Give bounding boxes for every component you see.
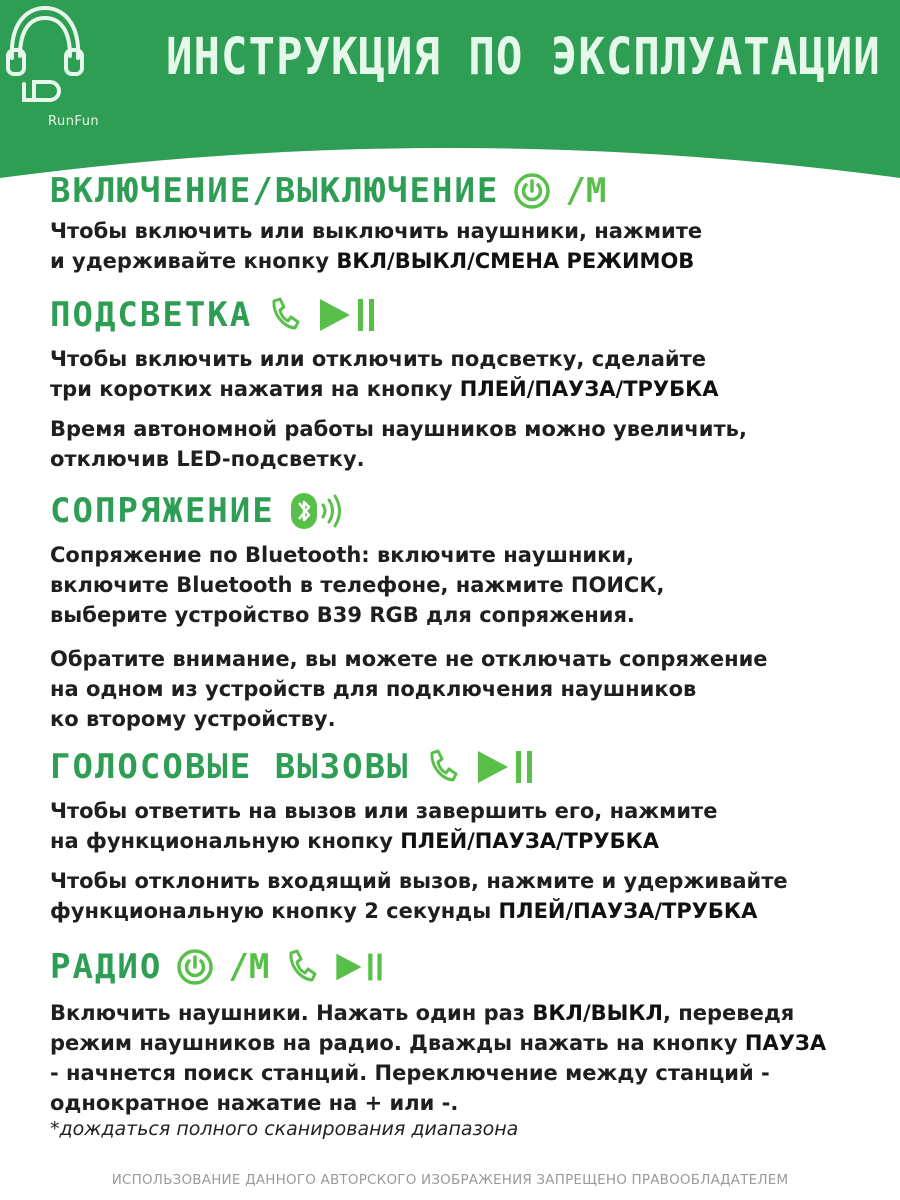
play-pause-icon: [333, 949, 385, 985]
text-line: и удерживайте кнопку: [50, 249, 337, 273]
button-name: ПАУЗА: [744, 1031, 827, 1055]
text-line: на функциональную кнопку: [50, 829, 401, 853]
heading-text: ВКЛЮЧЕНИЕ/ВЫКЛЮЧЕНИЕ: [50, 171, 500, 211]
heading-text: ГОЛОСОВЫЕ ВЫЗОВЫ: [50, 747, 410, 787]
power-icon: [513, 172, 551, 210]
paragraph: [50, 540, 870, 630]
paragraph: [50, 644, 870, 734]
text-line: функциональную кнопку 2 секунды: [50, 899, 499, 923]
mode-label: /M: [565, 171, 607, 211]
text-line: режим наушников на радио. Дважды нажать на кнопку: [50, 1031, 745, 1055]
section-heading: [50, 942, 870, 992]
text-line: выберите устройство B39 RGB для сопряжения.: [50, 603, 635, 627]
button-name: ПЛЕЙ/ПАУЗА/ТРУБКА: [459, 377, 719, 401]
button-name: ПЛЕЙ/ПАУЗА/ТРУБКА: [400, 829, 660, 853]
text-line: на одном из устройств для подключения наушников: [50, 677, 697, 701]
text-line: - начнется поиск станций. Переключение между станций -: [50, 1061, 770, 1085]
button-name: ВКЛ/ВЫКЛ: [532, 1001, 663, 1025]
button-name: ПЛЕЙ/ПАУЗА/ТРУБКА: [498, 899, 758, 923]
text-line: ко второму устройству.: [50, 707, 336, 731]
text-line: Обратите внимание, вы можете не отключать сопряжение: [50, 647, 768, 671]
paragraph: [50, 998, 870, 1118]
page-title: ИНСТРУКЦИЯ ПО ЭКСПЛУАТАЦИИ: [166, 28, 881, 87]
footnote: *дождаться полного сканирования диапазона: [50, 1118, 519, 1140]
text-line: Чтобы включить или отключить подсветку, сделайте: [50, 347, 707, 371]
heading-text: РАДИО: [50, 947, 163, 987]
section-pairing: [50, 486, 870, 734]
phone-icon: [424, 747, 460, 787]
paragraph: [50, 344, 870, 404]
paragraph: [50, 796, 870, 856]
play-pause-icon: [474, 747, 536, 787]
button-name: ВКЛ/ВЫКЛ/СМЕНА РЕЖИМОВ: [336, 249, 695, 273]
section-voice-calls: [50, 742, 870, 926]
play-pause-icon: [316, 295, 378, 335]
text-line: однократное нажатие на + или -.: [50, 1091, 459, 1115]
text-line: , переведя: [662, 1001, 795, 1025]
text-line: включите Bluetooth в телефоне, нажмите ПОИСК,: [50, 573, 665, 597]
section-radio: [50, 942, 870, 1140]
section-heading: [50, 742, 870, 792]
text-line: Чтобы отклонить входящий вызов, нажмите и удерживайте: [50, 869, 788, 893]
section-heading: [50, 486, 870, 536]
section-heading: [50, 166, 870, 216]
paragraph: [50, 866, 870, 926]
phone-icon: [266, 295, 302, 335]
text-line: Время автономной работы наушников можно увеличить,: [50, 417, 747, 441]
phone-icon: [283, 947, 319, 987]
bluetooth-icon: [289, 489, 345, 533]
text-line: Чтобы включить или выключить наушники, нажмите: [50, 219, 703, 243]
copyright-notice: ИСПОЛЬЗОВАНИЕ ДАННОГО АВТОРСКОГО ИЗОБРАЖЕНИЯ ЗАПРЕЩЕНО ПРАВООБЛАДАТЕЛЕМ: [111, 1172, 789, 1188]
text-line: Включить наушники. Нажать один раз: [50, 1001, 533, 1025]
section-backlight: [50, 290, 870, 474]
mode-label: /M: [228, 947, 270, 987]
paragraph: [50, 414, 870, 474]
section-heading: [50, 290, 870, 340]
text-line: отключив LED-подсветку.: [50, 447, 365, 471]
section-power: [50, 166, 870, 276]
logo-text: RunFun: [48, 114, 100, 129]
header-banner: [0, 0, 900, 180]
heading-text: СОПРЯЖЕНИЕ: [50, 491, 275, 531]
header-background: [0, 0, 900, 180]
paragraph: [50, 216, 870, 276]
power-icon: [176, 948, 214, 986]
headphones-logo-icon: [0, 0, 90, 120]
text-line: Сопряжение по Bluetooth: включите наушники,: [50, 543, 635, 567]
text-line: Чтобы ответить на вызов или завершить его, нажмите: [50, 799, 718, 823]
heading-text: ПОДСВЕТКА: [50, 295, 253, 335]
text-line: три коротких нажатия на кнопку: [50, 377, 460, 401]
